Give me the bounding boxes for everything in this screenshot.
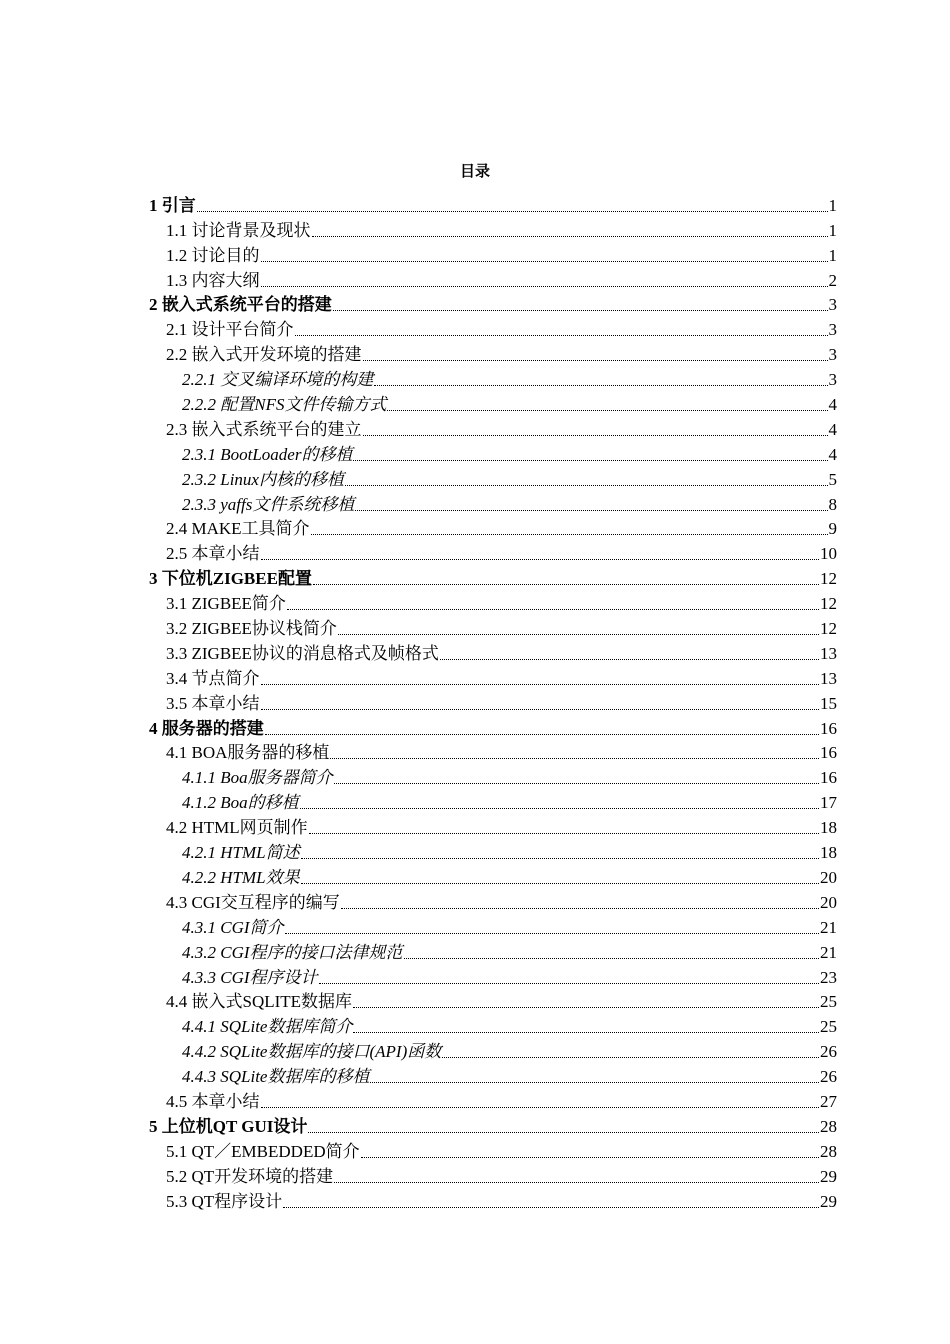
toc-entry-label: 2.3.2 Linux内核的移植	[182, 469, 344, 489]
toc-entry[interactable]	[149, 763, 837, 788]
toc-leader-dots	[442, 1056, 819, 1058]
toc-entry-label: 2.2.2 配置NFS文件传输方式	[182, 395, 387, 415]
toc-entry[interactable]	[149, 1087, 837, 1112]
toc-entry-label: 2.2.1 交叉编译环境的构建	[182, 370, 374, 390]
toc-entry-page: 16	[820, 743, 837, 763]
toc-entry-label: 2.3 嵌入式系统平台的建立	[166, 419, 362, 439]
toc-entry[interactable]	[149, 913, 837, 938]
toc-entry-page: 3	[828, 370, 837, 390]
toc-entry[interactable]	[149, 1037, 837, 1062]
toc-entry-page: 1	[828, 195, 837, 215]
toc-entry-label: 4.1 BOA服务器的移植	[166, 743, 330, 763]
toc-entry-label: 4.5 本章小结	[166, 1091, 260, 1111]
toc-entry-label: 1.2 讨论目的	[166, 245, 260, 265]
toc-leader-dots	[341, 907, 819, 909]
toc-entry[interactable]	[149, 490, 837, 515]
toc-leader-dots	[261, 558, 820, 560]
toc-entry-page: 8	[828, 494, 837, 514]
toc-entry[interactable]	[149, 813, 837, 838]
toc-leader-dots	[333, 309, 828, 311]
toc-entry-label: 5.3 QT程序设计	[166, 1191, 283, 1211]
toc-entry-label: 2 嵌入式系统平台的搭建	[149, 295, 332, 315]
toc-leader-dots	[334, 1181, 819, 1183]
toc-leader-dots	[311, 533, 828, 535]
toc-entry-label: 4.1.1 Boa服务器简介	[182, 768, 333, 788]
toc-entry[interactable]	[149, 639, 837, 664]
toc-leader-dots	[361, 1156, 819, 1158]
toc-entry-page: 16	[820, 718, 837, 738]
toc-leader-dots	[363, 434, 828, 436]
toc-entry-page: 29	[820, 1166, 837, 1186]
toc-entry-label: 2.3.1 BootLoader的移植	[182, 444, 353, 464]
toc-leader-dots	[313, 583, 819, 585]
toc-entry-label: 5 上位机QT GUI设计	[149, 1116, 308, 1136]
toc-entry-page: 15	[820, 693, 837, 713]
toc-entry[interactable]	[149, 1137, 837, 1162]
toc-entry[interactable]	[149, 1062, 837, 1087]
toc-entry[interactable]	[149, 739, 837, 764]
toc-entry-label: 3.4 节点简介	[166, 668, 260, 688]
toc-entry-page: 16	[820, 768, 837, 788]
toc-leader-dots	[261, 1106, 820, 1108]
toc-entry-label: 4.3 CGI交互程序的编写	[166, 892, 340, 912]
toc-entry-label: 4.1.2 Boa的移植	[182, 793, 299, 813]
toc-entry-label: 2.5 本章小结	[166, 544, 260, 564]
toc-leader-dots	[301, 882, 819, 884]
toc-entry-label: 2.3.3 yaffs文件系统移植	[182, 494, 355, 514]
toc-entry[interactable]	[149, 614, 837, 639]
toc-entry-page: 17	[820, 793, 837, 813]
toc-entry-label: 4.3.2 CGI程序的接口法律规范	[182, 942, 403, 962]
toc-entry[interactable]	[149, 664, 837, 689]
toc-entry-label: 4.2 HTML网页制作	[166, 818, 308, 838]
toc-entry-label: 4.4.3 SQLite数据库的移植	[182, 1067, 370, 1087]
toc-entry-page: 29	[820, 1191, 837, 1211]
toc-entry-page: 25	[820, 1017, 837, 1037]
toc-leader-dots	[330, 757, 819, 759]
toc-leader-dots	[345, 484, 828, 486]
toc-leader-dots	[370, 1081, 819, 1083]
toc-leader-dots	[387, 409, 827, 411]
toc-entry-label: 3.3 ZIGBEE协议的消息格式及帧格式	[166, 643, 439, 663]
toc-entry[interactable]	[149, 340, 837, 365]
toc-entry[interactable]	[149, 315, 837, 340]
toc-entry-page: 2	[828, 270, 837, 290]
toc-entry[interactable]	[149, 988, 837, 1013]
toc-entry[interactable]	[149, 291, 837, 316]
toc-leader-dots	[440, 658, 819, 660]
toc-entry-page: 1	[828, 245, 837, 265]
toc-entry-page: 27	[820, 1091, 837, 1111]
toc-entry-page: 20	[820, 867, 837, 887]
toc-leader-dots	[283, 1206, 819, 1208]
toc-entry-label: 5.1 QT／EMBEDDED简介	[166, 1141, 360, 1161]
toc-leader-dots	[404, 957, 819, 959]
toc-entry-page: 4	[828, 395, 837, 415]
toc-entry[interactable]	[149, 515, 837, 540]
toc-entry[interactable]	[149, 714, 837, 739]
toc-entry[interactable]	[149, 1162, 837, 1187]
toc-entry-page: 18	[820, 818, 837, 838]
toc-entry-page: 12	[820, 619, 837, 639]
toc-entry-label: 3.1 ZIGBEE简介	[166, 594, 286, 614]
toc-entry-page: 1	[828, 220, 837, 240]
toc-entry-label: 3.2 ZIGBEE协议栈简介	[166, 619, 337, 639]
toc-entry-page: 23	[820, 967, 837, 987]
toc-entry-page: 9	[828, 519, 837, 539]
toc-leader-dots	[319, 982, 819, 984]
toc-entry-page: 26	[820, 1042, 837, 1062]
toc-leader-dots	[363, 359, 828, 361]
toc-entry[interactable]	[149, 689, 837, 714]
toc-entry[interactable]	[149, 415, 837, 440]
toc-entry-page: 13	[820, 668, 837, 688]
toc-leader-dots	[287, 608, 819, 610]
toc-leader-dots	[261, 708, 820, 710]
toc-leader-dots	[334, 782, 819, 784]
toc-leader-dots	[338, 633, 819, 635]
toc-entry-page: 25	[820, 992, 837, 1012]
toc-entry-page: 3	[828, 295, 837, 315]
toc-entry-label: 1.3 内容大纲	[166, 270, 260, 290]
toc-entry-label: 1.1 讨论背景及现状	[166, 220, 311, 240]
toc-entry-page: 12	[820, 594, 837, 614]
toc-entry-page: 3	[828, 320, 837, 340]
toc-entry-label: 2.1 设计平台简介	[166, 320, 294, 340]
toc-entry[interactable]	[149, 938, 837, 963]
toc-leader-dots	[261, 683, 820, 685]
toc-entry-label: 4.2.1 HTML简述	[182, 843, 300, 863]
toc-leader-dots	[374, 384, 827, 386]
toc-leader-dots	[261, 285, 828, 287]
toc-entry[interactable]	[149, 1012, 837, 1037]
toc-entry-page: 21	[820, 917, 837, 937]
toc-leader-dots	[353, 1006, 819, 1008]
toc-entry-page: 18	[820, 843, 837, 863]
toc-leader-dots	[300, 807, 819, 809]
toc-entry[interactable]	[149, 564, 837, 589]
toc-entry-page: 13	[820, 643, 837, 663]
toc-entry[interactable]	[149, 1187, 837, 1212]
toc-entry-label: 4.4 嵌入式SQLITE数据库	[166, 992, 353, 1012]
toc-leader-dots	[295, 334, 828, 336]
toc-entry[interactable]	[149, 390, 837, 415]
toc-entry[interactable]	[149, 888, 837, 913]
toc-entry-page: 4	[828, 419, 837, 439]
toc-entry-label: 4.4.1 SQLite数据库简介	[182, 1017, 353, 1037]
toc-entry-page: 5	[828, 469, 837, 489]
toc-leader-dots	[261, 260, 828, 262]
toc-entry[interactable]	[149, 465, 837, 490]
toc-leader-dots	[265, 733, 819, 735]
toc-leader-dots	[301, 857, 819, 859]
toc-entry-label: 4.3.3 CGI程序设计	[182, 967, 318, 987]
toc-entry[interactable]	[149, 266, 837, 291]
toc-entry-label: 2.4 MAKE工具简介	[166, 519, 310, 539]
toc-entry-page: 28	[820, 1116, 837, 1136]
toc-entry-page: 12	[820, 569, 837, 589]
toc-entry-label: 3 下位机ZIGBEE配置	[149, 569, 312, 589]
toc-entry-page: 10	[820, 544, 837, 564]
toc-entry[interactable]	[149, 838, 837, 863]
toc-leader-dots	[309, 832, 819, 834]
toc-entry-label: 1 引言	[149, 195, 196, 215]
toc-leader-dots	[312, 235, 828, 237]
toc-entry-page: 21	[820, 942, 837, 962]
toc-entry[interactable]	[149, 440, 837, 465]
toc-leader-dots	[355, 509, 827, 511]
toc-entry[interactable]	[149, 216, 837, 241]
toc-entry-page: 20	[820, 892, 837, 912]
toc-entry-label: 4 服务器的搭建	[149, 718, 264, 738]
toc-entry-page: 28	[820, 1141, 837, 1161]
toc-entry-label: 4.3.1 CGI简介	[182, 917, 284, 937]
toc-title: 目录	[459, 162, 490, 180]
toc-leader-dots	[308, 1131, 819, 1133]
toc-entry[interactable]	[149, 589, 837, 614]
toc-entry-label: 4.4.2 SQLite数据库的接口(API)函数	[182, 1042, 442, 1062]
toc-entry[interactable]	[149, 963, 837, 988]
toc-entry[interactable]	[149, 241, 837, 266]
toc-entry[interactable]	[149, 539, 837, 564]
toc-entry-label: 4.2.2 HTML效果	[182, 867, 300, 887]
toc-leader-dots	[285, 932, 819, 934]
toc-entry-page: 3	[828, 345, 837, 365]
toc-leader-dots	[353, 1031, 819, 1033]
toc-leader-dots	[197, 210, 828, 212]
toc-entry-page: 4	[828, 444, 837, 464]
toc-entry[interactable]	[149, 1112, 837, 1137]
toc-entry-label: 3.5 本章小结	[166, 693, 260, 713]
toc-entry-page: 26	[820, 1067, 837, 1087]
toc-entry[interactable]	[149, 863, 837, 888]
toc-entry[interactable]	[149, 191, 837, 216]
toc-leader-dots	[353, 459, 827, 461]
toc-entry[interactable]	[149, 365, 837, 390]
toc-entry-label: 5.2 QT开发环境的搭建	[166, 1166, 334, 1186]
toc-entry[interactable]	[149, 788, 837, 813]
toc-entry-label: 2.2 嵌入式开发环境的搭建	[166, 345, 362, 365]
table-of-contents	[149, 191, 837, 1212]
